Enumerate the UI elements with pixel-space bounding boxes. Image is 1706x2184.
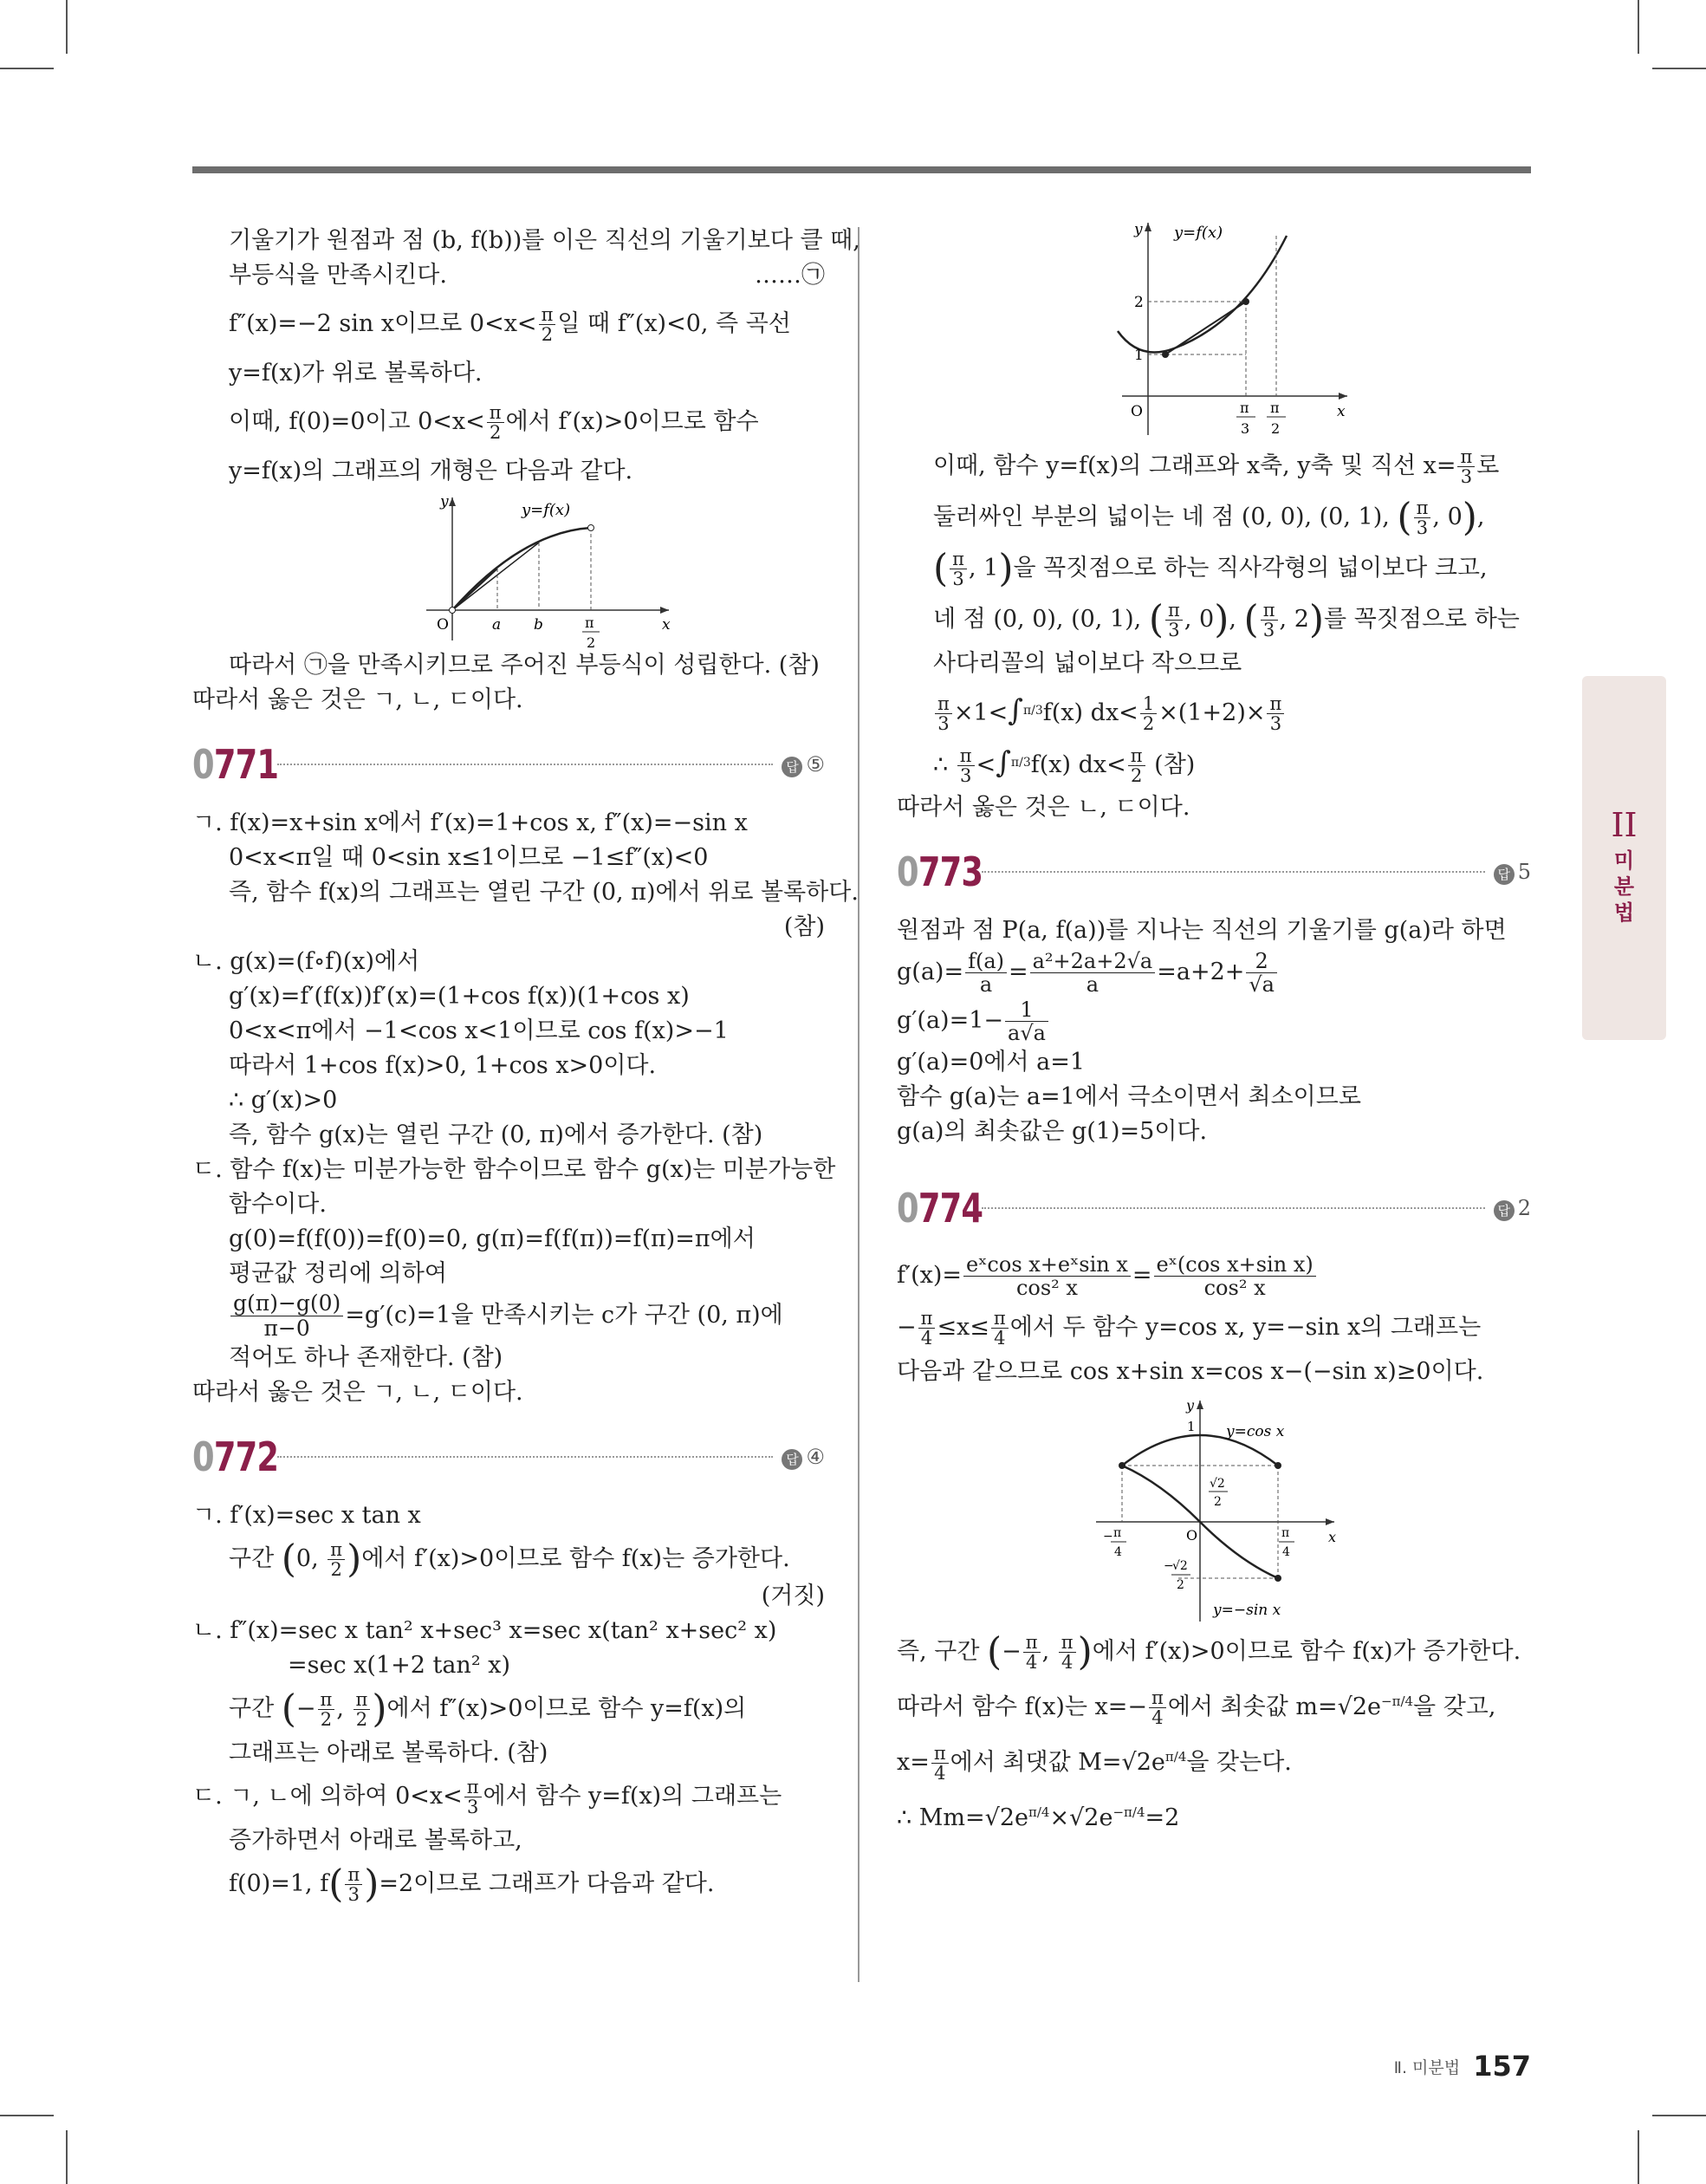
text-line: y=f(x)가 위로 볼록하다.	[229, 360, 483, 387]
sin-label: y=−sin x	[1213, 1602, 1281, 1619]
right-column	[897, 221, 1531, 1836]
svg-text:2: 2	[1177, 1578, 1184, 1592]
text-line: x= $\frac{\pi}{4}$ 에서 최댓값 $M=√2e^{\pi/4}$을 갖는다.	[897, 1743, 1292, 1784]
svg-text:π: π	[1113, 1526, 1122, 1540]
fraction: $\frac{\pi}{3}$	[950, 549, 967, 588]
graph-convex	[1113, 218, 1356, 444]
svg-text:2: 2	[1271, 420, 1281, 437]
text-line: 증가하면서 아래로 볼록하고,	[229, 1827, 522, 1854]
svg-text:2: 2	[1134, 294, 1144, 311]
text-line: 그래프는 아래로 볼록하다. (참)	[229, 1739, 548, 1766]
text-line: 따라서 1+cos f(x)>0, 1+cos x>0이다.	[229, 1052, 657, 1079]
text-line: =sec x(1+2 tan² x)	[288, 1652, 510, 1679]
text-line: g(a)= $\frac{f(a)}{a}$ = $\frac{\text{a²+2a+2√a}}{a}$ =a+2+ $\frac{2}{√a}$	[897, 948, 1531, 997]
text-line: 따라서 함수 f(x)는 x=− $\frac{\pi}{4}$ 에서 최솟값 $m=√2e^{-\pi/4}$을 갖고,	[897, 1687, 1496, 1728]
fraction: $\frac{\pi}{2}$	[539, 305, 556, 344]
text-line: 함수이다.	[229, 1191, 327, 1218]
fraction: $\frac{\pi}{3}$	[935, 694, 952, 733]
text-line: 평균값 정리에 의하여	[229, 1260, 447, 1287]
graph-cos-sin	[1087, 1396, 1347, 1626]
text-line: 즉, 함수 g(x)는 열린 구간 (0, π)에서 증가한다. (참)	[229, 1121, 763, 1148]
svg-text:x: x	[1337, 403, 1346, 420]
dotted-leader	[982, 1207, 1485, 1209]
column-divider	[858, 227, 859, 1982]
text-line: 부등식을 만족시킨다. ……㉠	[229, 262, 825, 289]
fraction: $\frac{\pi}{3}$	[1261, 601, 1278, 640]
text-line: $\frac{\pi}{3}$ ×1<∫$^{\pi/3}$f(x) dx< $\frac{1}{2}$ ×(1+2)× $\frac{\pi}{3}$	[897, 693, 1531, 733]
text-line: ∴ $Mm=√2e^{\pi/4}\times√2e^{-\pi/4}=2$	[897, 1804, 1180, 1831]
fraction: $\frac{1}{2}$	[1140, 694, 1157, 733]
text-line: 따라서 옳은 것은 ㄴ, ㄷ이다.	[897, 794, 1190, 821]
fraction: $\frac{\pi}{2}$	[318, 1690, 335, 1729]
text-line: 함수 g(a)는 a=1에서 극소이면서 최소이므로	[897, 1083, 1361, 1110]
crop-mark	[1638, 0, 1639, 54]
svg-text:3: 3	[1241, 420, 1250, 437]
chapter-roman: II	[1611, 806, 1638, 844]
text-line: 둘러싸인 부분의 넓이는 네 점 (0, 0), (0, 1), ( $\frac{\pi}{3}$ , 0),	[933, 495, 1485, 540]
text-line: 즉, 함수 f(x)의 그래프는 열린 구간 (0, π)에서 위로 볼록하다.	[229, 879, 859, 906]
svg-text:−: −	[1164, 1559, 1174, 1573]
fraction: $\frac{\pi}{4}$	[1023, 1633, 1041, 1672]
svg-text:−: −	[1103, 1530, 1113, 1544]
answer-icon: 답	[1494, 864, 1515, 885]
text-line: 즉, 구간 (− $\frac{\pi}{4}$ , $\frac{\pi}{4}$ )에서 f′(x)>0이므로 함수 f(x)가 증가한다.	[897, 1629, 1521, 1674]
svg-text:a: a	[492, 616, 502, 634]
text-line: 기울기가 원점과 점 (b, f(b))를 이은 직선의 기울기보다 클 때,	[229, 227, 860, 254]
crop-mark	[1652, 2115, 1706, 2116]
fraction: $\frac{1}{a√a}$	[1005, 998, 1048, 1044]
fraction: $\frac{\pi}{2}$	[1128, 746, 1145, 785]
text-line: 다음과 같으므로 cos x+sin x=cos x−(−sin x)≥0이다.	[897, 1358, 1484, 1385]
svg-text:2: 2	[587, 634, 596, 651]
svg-text:√2: √2	[1210, 1477, 1225, 1491]
fraction: $\frac{\pi}{3}$	[1165, 601, 1183, 640]
dotted-leader	[277, 1456, 773, 1458]
fraction: $\frac{\pi}{3}$	[957, 746, 975, 785]
svg-text:x: x	[662, 616, 671, 634]
text-line: 네 점 (0, 0), (0, 1), ( $\frac{\pi}{3}$ , 0), ( $\frac{\pi}{3}$ , 2)를 꼭짓점으로 하는	[933, 597, 1520, 642]
fraction: $\frac{g(\pi)-g(0)}{\pi-0}$	[230, 1291, 343, 1341]
svg-text:π: π	[1270, 400, 1280, 416]
fraction: $\frac{f(a)}{a}$	[965, 950, 1007, 996]
fraction: $\frac{\pi}{3}$	[464, 1778, 482, 1817]
svg-text:O: O	[437, 616, 449, 634]
crop-mark	[0, 68, 54, 69]
fraction: $\frac{\pi}{2}$	[487, 403, 504, 442]
svg-text:y: y	[1186, 1397, 1195, 1414]
text-line: y=f(x)의 그래프의 개형은 다음과 같다.	[229, 458, 633, 484]
svg-text:√2: √2	[1172, 1559, 1188, 1573]
text-line: (거짓)	[761, 1583, 825, 1609]
fraction: $\frac{\pi}{4}$	[991, 1309, 1009, 1348]
text-line: ( $\frac{\pi}{3}$ , 1)을 꼭짓점으로 하는 직사각형의 넓이보다 크고,	[933, 546, 1488, 591]
text-line: g′(a)=1− $\frac{1}{a√a}$	[897, 997, 1531, 1045]
svg-text:π: π	[1281, 1526, 1290, 1540]
svg-text:y: y	[1134, 221, 1143, 238]
page-footer	[1394, 2050, 1531, 2083]
svg-text:4: 4	[1114, 1545, 1122, 1559]
fraction: $\frac{\pi}{3}$	[1414, 498, 1431, 537]
fraction: $\frac{\pi}{3}$	[345, 1865, 362, 1904]
answer-badge: 답 ⑤	[782, 752, 825, 777]
svg-text:x: x	[1328, 1529, 1337, 1545]
text-line: 적어도 하나 존재한다. (참)	[229, 1344, 503, 1371]
fraction: $\frac{\pi}{2}$	[328, 1540, 345, 1579]
text-line: (참)	[783, 913, 825, 940]
answer-badge: 답 ④	[782, 1445, 825, 1470]
text-line: − $\frac{\pi}{4}$ ≤x≤ $\frac{\pi}{4}$ 에서 두 함수 y=cos x, y=−sin x의 그래프는	[897, 1308, 1482, 1349]
problem-header-771	[192, 740, 825, 789]
text-line: ㄴ. f″(x)=sec x tan² x+sec³ x=sec x(tan² x+sec² x)	[192, 1617, 777, 1644]
answer-icon: 답	[782, 757, 802, 777]
svg-text:b: b	[534, 616, 543, 634]
crop-mark	[1638, 2130, 1639, 2184]
fraction: $\frac{\pi}{4}$	[931, 1744, 949, 1783]
text-line: 따라서 옳은 것은 ㄱ, ㄴ, ㄷ이다.	[192, 686, 523, 713]
top-rule	[192, 166, 1531, 173]
fraction: $\frac{\text{eˣ(cos x+sin x)}}{\text{cos² x}}$	[1154, 1253, 1316, 1299]
cos-label: y=cos x	[1226, 1423, 1285, 1440]
problem-header-773	[897, 848, 1531, 896]
svg-text:1: 1	[1187, 1419, 1196, 1434]
svg-text:2: 2	[1214, 1495, 1222, 1509]
crop-mark	[1652, 68, 1706, 69]
page-number: 157	[1473, 2050, 1531, 2083]
left-column	[192, 224, 860, 1907]
crop-mark	[0, 2115, 54, 2116]
text-line: 따라서 옳은 것은 ㄱ, ㄴ, ㄷ이다.	[192, 1379, 523, 1406]
svg-text:y: y	[440, 493, 449, 510]
text-line: ㄷ. 함수 f(x)는 미분가능한 함수이므로 함수 g(x)는 미분가능한	[192, 1156, 836, 1183]
problem-number: 0774	[897, 1185, 983, 1232]
problem-number: 0771	[192, 741, 279, 788]
text-line: $\frac{g(\pi)-g(0)}{\pi-0}$ =g′(c)=1을 만족시키는 c가 구간 (0, π)에	[192, 1291, 825, 1341]
answer-icon: 답	[1494, 1200, 1515, 1221]
problem-number: 0772	[192, 1433, 279, 1480]
dotted-leader	[982, 871, 1485, 873]
fraction: $\frac{\pi}{2}$	[354, 1690, 371, 1729]
svg-text:π: π	[585, 614, 594, 631]
fraction: $\frac{\pi}{3}$	[1267, 694, 1284, 733]
text-line: 이때, f(0)=0이고 0<x< $\frac{\pi}{2}$ 에서 f′(x)>0이므로 함수	[229, 402, 759, 443]
svg-text:π: π	[1240, 400, 1249, 416]
problem-number: 0773	[897, 848, 983, 895]
fraction: $\frac{\pi}{4}$	[1149, 1688, 1166, 1727]
text-line: 0<x<π에서 −1<cos x<1이므로 cos f(x)>−1	[229, 1017, 729, 1044]
text-line: g′(a)=0에서 a=1	[897, 1049, 1086, 1076]
func-label: y=f(x)	[1174, 224, 1223, 242]
fraction: $\frac{2}{√a}$	[1246, 950, 1277, 996]
text-line: 따라서 ㉠을 만족시키므로 주어진 부등식이 성립한다. (참)	[229, 652, 820, 679]
svg-text:O: O	[1131, 403, 1143, 420]
text-line: 구간 (0, $\frac{\pi}{2}$ )에서 f′(x)>0이므로 함수 f(x)는 증가한다.	[229, 1537, 790, 1582]
fraction: $\frac{\text{eˣcos x+eˣsin x}}{\text{cos² x}}$	[963, 1253, 1131, 1299]
chapter-title: 미 분 법	[1613, 848, 1635, 925]
text-line: g′(x)=f′(f(x))f′(x)=(1+cos f(x))(1+cos x)	[229, 983, 690, 1010]
text-line: ∴ $\frac{\pi}{3}$ <∫$^{\pi/3}$f(x) dx< $\frac{\pi}{2}$ (참)	[933, 745, 1196, 786]
problem-header-772	[192, 1433, 825, 1481]
text-line: ㄱ. f′(x)=sec x tan x	[192, 1502, 421, 1529]
text-line: ㄱ. f(x)=x+sin x에서 f′(x)=1+cos x, f″(x)=−sin x	[192, 809, 748, 836]
chapter-tab	[1582, 676, 1666, 1040]
text-line: 0<x<π일 때 0<sin x≤1이므로 −1≤f″(x)<0	[229, 844, 709, 871]
crop-mark	[66, 0, 68, 54]
text-line: f′(x)= $\frac{\text{eˣcos x+eˣsin x}}{\text{cos² x}}$ = $\frac{\text{eˣ(cos x+sin x)}}{\text{cos² x}}$	[897, 1250, 1531, 1302]
text-line: 사다리꼴의 넓이보다 작으므로	[933, 650, 1242, 677]
fraction: $\frac{\pi}{4}$	[1059, 1633, 1076, 1672]
answer-badge: 답 5	[1494, 860, 1531, 885]
text-line: f(0)=1, f( $\frac{\pi}{3}$ )=2이므로 그래프가 다음과 같다.	[229, 1862, 715, 1907]
svg-text:O: O	[1186, 1527, 1198, 1544]
text-line: 원점과 점 P(a, f(a))를 지나는 직선의 기울기를 g(a)라 하면	[897, 917, 1507, 944]
func-label: y=f(x)	[522, 501, 571, 519]
text-line: g(a)의 최솟값은 g(1)=5이다.	[897, 1118, 1208, 1145]
crop-mark	[66, 2130, 68, 2184]
graph-concave	[418, 489, 678, 653]
fraction: $\frac{\text{a²+2a+2√a}}{a}$	[1030, 950, 1156, 996]
answer-icon: 답	[782, 1449, 802, 1470]
text-line: ㄴ. g(x)=(f∘f)(x)에서	[192, 948, 420, 975]
dotted-leader	[277, 764, 773, 765]
text-line: 이때, 함수 y=f(x)의 그래프와 x축, y축 및 직선 x= $\frac{\pi}{3}$ 로	[933, 446, 1500, 487]
answer-badge: 답 2	[1494, 1196, 1531, 1221]
footer-section: Ⅱ. 미분법	[1393, 2057, 1461, 2077]
text-line: ∴ g′(x)>0	[229, 1087, 338, 1114]
text-line: ㄷ. ㄱ, ㄴ에 의하여 0<x< $\frac{\pi}{3}$ 에서 함수 y=f(x)의 그래프는	[192, 1777, 782, 1817]
svg-text:1: 1	[1134, 347, 1144, 364]
text-line: g(0)=f(f(0))=f(0)=0, g(π)=f(f(π))=f(π)=π에서	[229, 1225, 756, 1252]
fraction: $\frac{\pi}{3}$	[1457, 447, 1475, 486]
text-line: 구간 (− $\frac{\pi}{2}$ , $\frac{\pi}{2}$ )에서 f″(x)>0이므로 함수 y=f(x)의	[229, 1687, 747, 1732]
fraction: $\frac{\pi}{4}$	[918, 1309, 936, 1348]
svg-text:4: 4	[1282, 1545, 1290, 1559]
text-line: f″(x)=−2 sin x이므로 0<x< $\frac{\pi}{2}$ 일 때 f″(x)<0, 즉 곡선	[229, 304, 791, 345]
problem-header-774	[897, 1184, 1531, 1232]
